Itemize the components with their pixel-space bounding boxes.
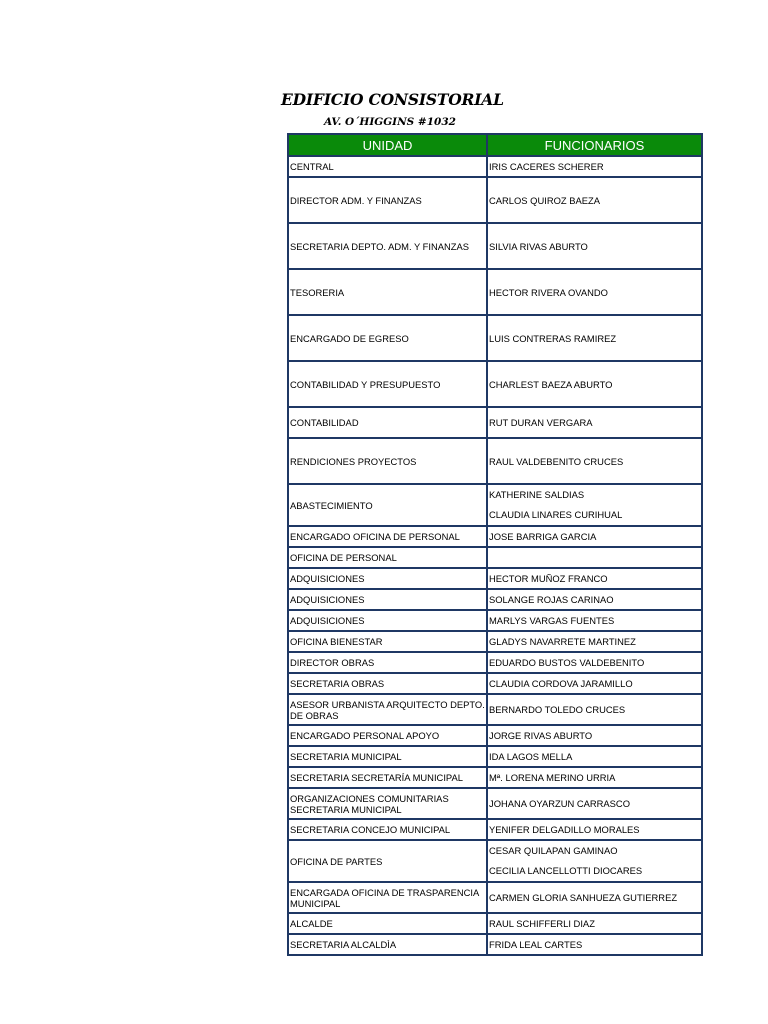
unidad-cell: DIRECTOR ADM. Y FINANZAS: [288, 177, 487, 223]
table-row: [288, 652, 702, 673]
table-row: [288, 568, 702, 589]
table-row: [288, 156, 702, 177]
table-row: [288, 788, 702, 819]
unidad-cell: ALCALDE: [288, 913, 487, 934]
funcionarios-cell: SILVIA RIVAS ABURTO: [487, 223, 702, 269]
unidad-cell: ADQUISICIONES: [288, 589, 487, 610]
table-row: [288, 746, 702, 767]
funcionarios-cell: IDA LAGOS MELLA: [487, 746, 702, 767]
funcionarios-cell: JOSE BARRIGA GARCIA: [487, 526, 702, 547]
funcionarios-cell: [487, 484, 702, 526]
funcionarios-cell: RUT DURAN VERGARA: [487, 407, 702, 438]
table-row: [288, 673, 702, 694]
funcionarios-cell: Mª. LORENA MERINO URRIA: [487, 767, 702, 788]
unidad-cell: SECRETARIA DEPTO. ADM. Y FINANZAS: [288, 223, 487, 269]
table-row: [288, 934, 702, 955]
table-row: [288, 526, 702, 547]
unidad-cell: ABASTECIMIENTO: [288, 484, 487, 526]
unidad-cell: CONTABILIDAD: [288, 407, 487, 438]
table-row: [288, 484, 702, 526]
table-row: [288, 840, 702, 882]
unidad-cell: ENCARGADO OFICINA DE PERSONAL: [288, 526, 487, 547]
funcionarios-cell: CLAUDIA CORDOVA JARAMILLO: [487, 673, 702, 694]
document-address: AV. O´HIGGINS #1032: [324, 116, 456, 128]
funcionarios-cell: HECTOR RIVERA OVANDO: [487, 269, 702, 315]
funcionario-name: KATHERINE SALDIAS: [489, 489, 585, 500]
funcionarios-cell: [487, 840, 702, 882]
funcionarios-cell: FRIDA LEAL CARTES: [487, 934, 702, 955]
table-row: [288, 361, 702, 407]
table-row: [288, 547, 702, 568]
unidad-cell: SECRETARIA ALCALDÌA: [288, 934, 487, 955]
document-title: EDIFICIO CONSISTORIAL: [281, 90, 504, 109]
unidad-cell: ENCARGADO PERSONAL APOYO: [288, 725, 487, 746]
table-row: [288, 223, 702, 269]
unidad-cell: ENCARGADO DE EGRESO: [288, 315, 487, 361]
unidad-cell: OFICINA BIENESTAR: [288, 631, 487, 652]
unidad-cell: SECRETARIA SECRETARÍA MUNICIPAL: [288, 767, 487, 788]
funcionarios-cell: CARLOS QUIROZ BAEZA: [487, 177, 702, 223]
unidad-cell: RENDICIONES PROYECTOS: [288, 438, 487, 484]
table-row: [288, 177, 702, 223]
funcionarios-cell: MARLYS VARGAS FUENTES: [487, 610, 702, 631]
table-row: [288, 694, 702, 725]
funcionarios-cell: YENIFER DELGADILLO MORALES: [487, 819, 702, 840]
unidad-cell: ADQUISICIONES: [288, 610, 487, 631]
funcionario-name: CECILIA LANCELLOTTI DIOCARES: [489, 865, 643, 876]
funcionarios-cell: GLADYS NAVARRETE MARTINEZ: [487, 631, 702, 652]
funcionarios-cell: RAUL SCHIFFERLI DIAZ: [487, 913, 702, 934]
unidad-cell: SECRETARIA OBRAS: [288, 673, 487, 694]
header-unidad: UNIDAD: [288, 134, 487, 156]
table-row: [288, 315, 702, 361]
table-row: [288, 610, 702, 631]
funcionarios-cell: SOLANGE ROJAS CARINAO: [487, 589, 702, 610]
unidad-cell: TESORERIA: [288, 269, 487, 315]
unidad-cell: CONTABILIDAD Y PRESUPUESTO: [288, 361, 487, 407]
funcionarios-cell: CARMEN GLORIA SANHUEZA GUTIERREZ: [487, 882, 702, 913]
table-row: [288, 407, 702, 438]
unidad-cell: ASESOR URBANISTA ARQUITECTO DEPTO. DE OBRAS: [288, 694, 487, 725]
directory-table: [287, 133, 703, 956]
unidad-cell: ORGANIZACIONES COMUNITARIAS SECRETARIA MUNICIPAL: [288, 788, 487, 819]
table-row: [288, 269, 702, 315]
table-body: [288, 156, 702, 955]
table-row: [288, 819, 702, 840]
funcionarios-cell: JOHANA OYARZUN CARRASCO: [487, 788, 702, 819]
table-header-row: [288, 134, 702, 156]
funcionarios-cell: CHARLEST BAEZA ABURTO: [487, 361, 702, 407]
funcionarios-cell: HECTOR MUÑOZ FRANCO: [487, 568, 702, 589]
funcionarios-cell: JORGE RIVAS ABURTO: [487, 725, 702, 746]
unidad-cell: OFICINA DE PARTES: [288, 840, 487, 882]
funcionarios-cell: IRIS CACERES SCHERER: [487, 156, 702, 177]
funcionario-name: CESAR QUILAPAN GAMINAO: [489, 845, 618, 856]
funcionario-name: CLAUDIA LINARES CURIHUAL: [489, 509, 623, 520]
funcionarios-cell: BERNARDO TOLEDO CRUCES: [487, 694, 702, 725]
table-row: [288, 589, 702, 610]
unidad-cell: OFICINA DE PERSONAL: [288, 547, 487, 568]
table-row: [288, 882, 702, 913]
unidad-cell: ENCARGADA OFICINA DE TRASPARENCIA MUNICIPAL: [288, 882, 487, 913]
unidad-cell: SECRETARIA CONCEJO MUNICIPAL: [288, 819, 487, 840]
unidad-cell: ADQUISICIONES: [288, 568, 487, 589]
unidad-cell: DIRECTOR OBRAS: [288, 652, 487, 673]
table-row: [288, 913, 702, 934]
header-funcionarios: FUNCIONARIOS: [487, 134, 702, 156]
funcionarios-cell: LUIS CONTRERAS RAMIREZ: [487, 315, 702, 361]
table-row: [288, 438, 702, 484]
unidad-cell: SECRETARIA MUNICIPAL: [288, 746, 487, 767]
table-row: [288, 631, 702, 652]
funcionarios-cell: RAUL VALDEBENITO CRUCES: [487, 438, 702, 484]
funcionarios-cell: [487, 547, 702, 568]
table-row: [288, 767, 702, 788]
funcionarios-cell: EDUARDO BUSTOS VALDEBENITO: [487, 652, 702, 673]
unidad-cell: CENTRAL: [288, 156, 487, 177]
table-row: [288, 725, 702, 746]
